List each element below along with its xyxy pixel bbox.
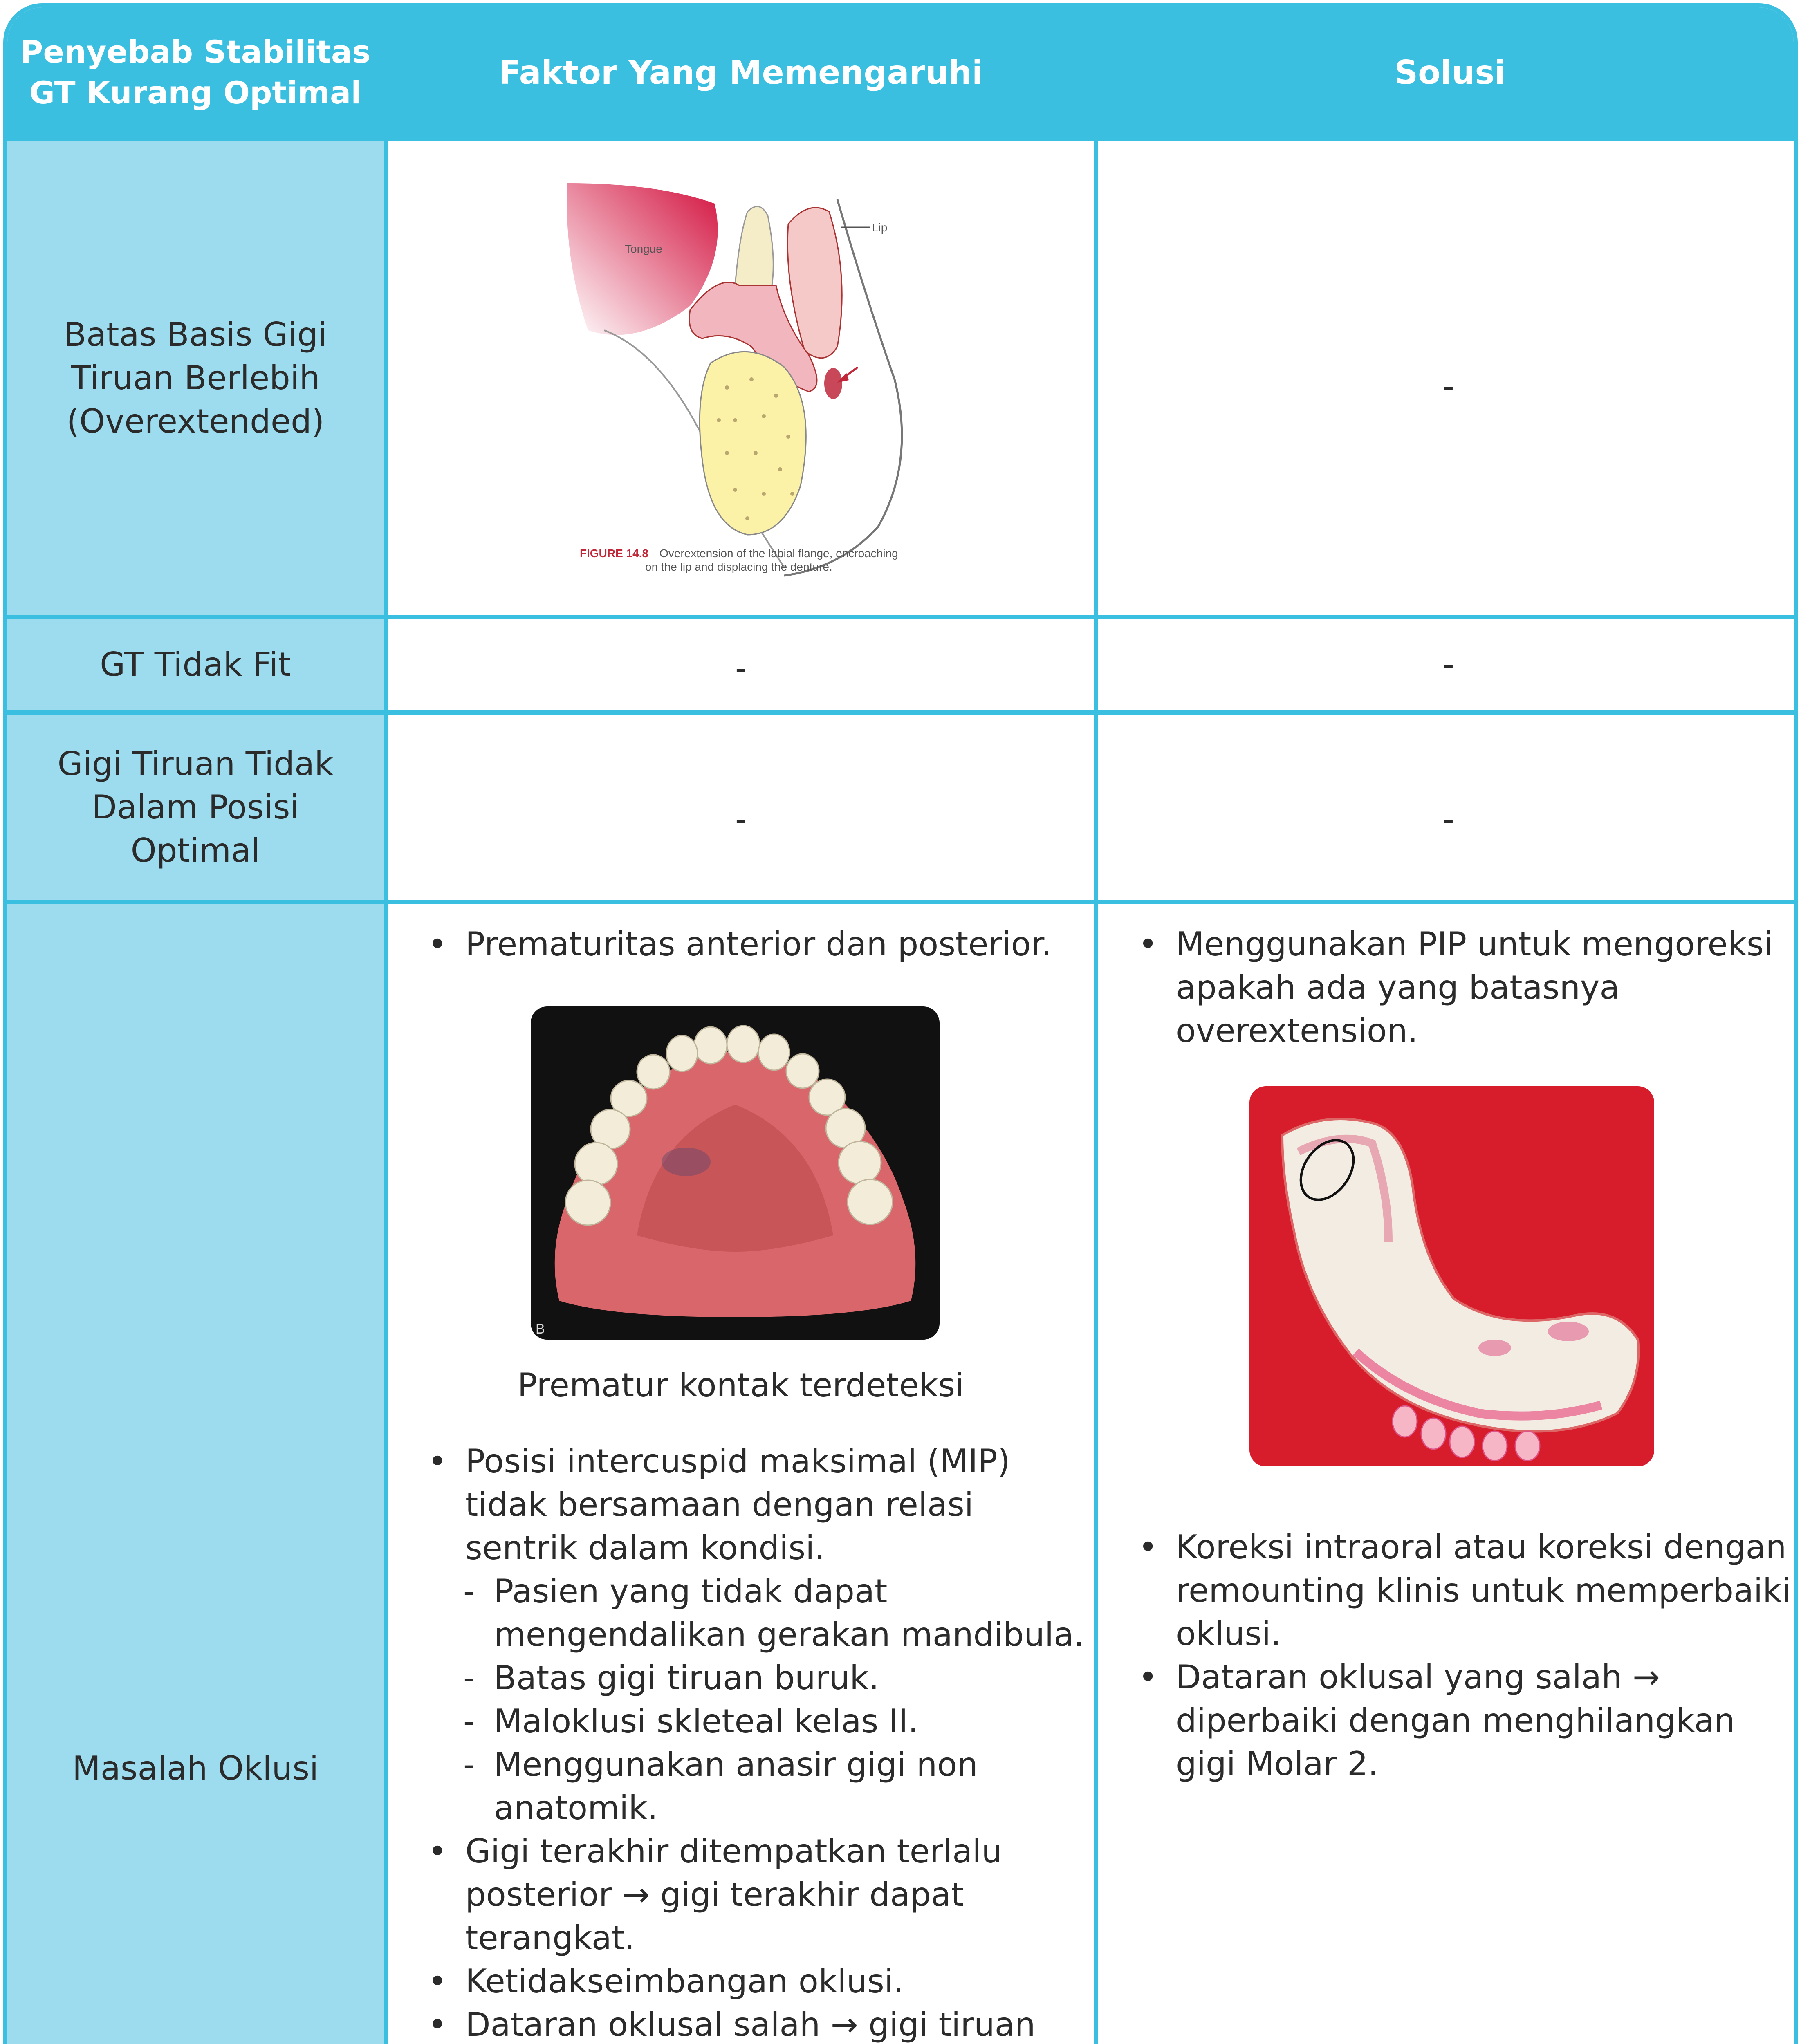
figure-overextension <box>555 175 944 584</box>
figure-caption-1: Overextension of the labial flange, encroaching <box>659 547 898 560</box>
sub-text: Maloklusi skleteal kelas II. <box>494 1702 919 1740</box>
header-factor <box>388 7 1094 137</box>
bullet-text: Dataran oklusal salah → gigi tiruan <box>465 2006 1036 2044</box>
bullet-text: Menggunakan PIP untuk mengoreksi apakah ada yang batasnya overextension. <box>1176 925 1773 1050</box>
cause-overextended-text: Batas Basis Gigi Tiruan Berlebih (Overextended) <box>64 316 327 440</box>
bullet-item: • Prematuritas anterior dan posterior. <box>428 925 1052 963</box>
bullet-text: Dataran oklusal yang salah → diperbaiki dengan menghilangkan gigi Molar 2. <box>1176 1658 1735 1783</box>
sub-item: - Batas gigi tiruan buruk. <box>463 1659 879 1697</box>
bullet-list <box>1123 1526 1793 1786</box>
sub-item: - Pasien yang tidak dapat mengendalikan gerakan mandibula. <box>463 1572 1084 1654</box>
cause-position <box>7 715 384 900</box>
bullet-item: • Gigi terakhir ditempatkan terlalu posterior → gigi terakhir dapat terangkat. <box>428 1832 1003 1957</box>
cause-not-fit-text: GT Tidak Fit <box>100 645 291 684</box>
bullet-item: • Dataran oklusal salah → gigi tiruan <box>412 2003 1091 2044</box>
sub-text: Batas gigi tiruan buruk. <box>494 1659 879 1697</box>
bullet-item: • Dataran oklusal yang salah → diperbaiki dengan menghilangkan gigi Molar 2. <box>1138 1658 1735 1783</box>
divider <box>384 7 388 2044</box>
divider <box>7 615 1798 619</box>
flange-tip <box>824 368 842 399</box>
sub-text: Menggunakan anasir gigi non anatomik. <box>494 1746 978 1827</box>
table <box>3 3 1798 2044</box>
bullet-text: Gigi terakhir ditempatkan terlalu posterior → gigi terakhir dapat terangkat. <box>465 1832 1003 1957</box>
header-solution-text: Solusi <box>1394 53 1506 92</box>
photo-caption: Prematur kontak terdeteksi <box>517 1366 964 1404</box>
bullet-list <box>412 1440 1091 2044</box>
divider <box>7 900 1798 904</box>
tongue-label: Tongue <box>625 242 662 255</box>
solution-dash: - <box>1442 800 1454 838</box>
cause-occlusion-text: Masalah Oklusi <box>72 1749 319 1787</box>
solution-dash: - <box>1442 367 1454 405</box>
bullet-item: • Ketidakseimbangan oklusi. <box>428 1962 904 2000</box>
header-solution <box>1098 7 1798 137</box>
bullet-text: Ketidakseimbangan oklusi. <box>465 1962 904 2000</box>
header-cause <box>7 7 384 137</box>
bullet-text: Posisi intercuspid maksimal (MIP) tidak bersamaan dengan relasi sentrik dalam kondisi. <box>465 1442 1010 1567</box>
divider <box>7 710 1798 715</box>
header-factor-text: Faktor Yang Memengaruhi <box>498 53 983 92</box>
denture-photo <box>531 1006 940 1340</box>
factor-dash: - <box>735 800 747 838</box>
solution-dash: - <box>1442 645 1454 683</box>
divider <box>1094 7 1098 2044</box>
figure-num: FIGURE 14.8 <box>580 547 649 560</box>
solution-occlusion <box>1098 904 1798 2044</box>
bullet-item: • Menggunakan PIP untuk mengoreksi apakah ada yang batasnya overextension. <box>1138 925 1773 1050</box>
cause-not-fit <box>7 619 384 710</box>
cause-occlusion <box>7 904 384 2044</box>
factor-occlusion <box>388 904 1094 2044</box>
cause-overextended <box>7 141 384 615</box>
divider <box>7 137 1798 141</box>
bullet-item: • Posisi intercuspid maksimal (MIP) tidak bersamaan dengan relasi sentrik dalam kondisi. <box>428 1442 1010 1567</box>
factor-dash: - <box>735 649 747 687</box>
bullet-item: • Koreksi intraoral atau koreksi dengan remounting klinis untuk memperbaiki oklusi. <box>1138 1528 1791 1653</box>
sub-item: - Menggunakan anasir gigi non anatomik. <box>463 1746 978 1827</box>
tooth-shape <box>735 206 773 285</box>
photo-label: B <box>536 1321 545 1337</box>
bullet-text: Koreksi intraoral atau koreksi dengan remounting klinis untuk memperbaiki oklusi. <box>1176 1528 1791 1653</box>
cause-position-text: Gigi Tiruan Tidak Dalam Posisi Optimal <box>57 745 334 870</box>
lip-label: Lip <box>872 221 888 234</box>
header-cause-text: Penyebab Stabilitas GT Kurang Optimal <box>20 34 371 111</box>
sub-text: Pasien yang tidak dapat mengendalikan gerakan mandibula. <box>494 1572 1084 1654</box>
sub-item: - Maloklusi skleteal kelas II. <box>463 1702 919 1740</box>
figure-caption-2: on the lip and displacing the denture. <box>645 560 832 573</box>
bullet-text: Prematuritas anterior dan posterior. <box>465 925 1052 963</box>
pip-photo <box>1249 1086 1654 1466</box>
